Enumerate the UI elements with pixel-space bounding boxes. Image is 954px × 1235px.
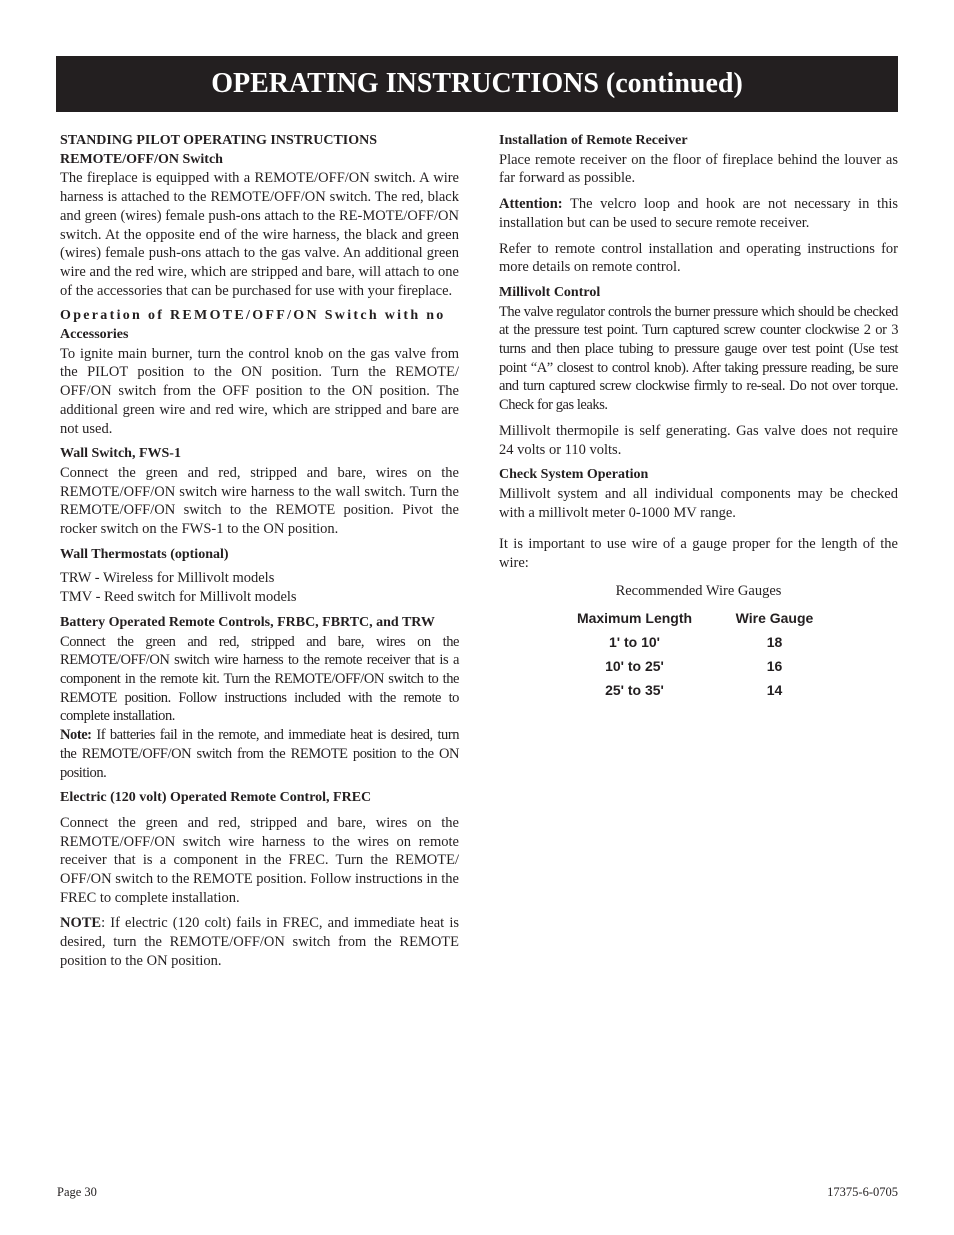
section-no-accessories [60,307,459,438]
section-body: To ignite main burner, turn the control knob on the gas valve from the PILOT position to the ON position. Turn the REMOTE/ OFF/ON switch from the OFF position to the ON position. The additional green wire and red wire, which are stripped and bare are not used. [60,345,459,437]
section-heading: Millivolt Control [499,284,601,300]
note-label: Note: [60,727,92,744]
table-cell: 25' to 35' [605,682,664,699]
table-row [557,630,837,654]
section-millivolt-control [499,284,898,459]
section-heading: Battery Operated Remote Controls, FRBC, FBRTC, and TRW [60,614,435,630]
section-check-system [499,466,898,522]
attention-text: The velcro loop and hook are not necessary in this installation but can be used to secure remote receiver. [499,196,898,231]
thermopile-text: Millivolt thermopile is self generating. Gas valve does not require 24 volts or 110 volts. [499,422,898,458]
section-remote-receiver [499,132,898,277]
attention-label: Attention: [499,196,563,213]
refer-text: Refer to remote control installation and operating instructions for more details on remote control. [499,240,898,276]
column-header: Wire Gauge [735,610,814,627]
table-cell: 18 [766,634,783,651]
section-standing-pilot [60,132,459,300]
section-note [60,914,459,970]
table-cell: 14 [766,682,783,699]
section-wire-gauge [499,535,898,702]
table-cell: 1' to 10' [608,634,660,651]
section-wall-switch [60,445,459,539]
table-row [557,678,837,702]
section-heading: Electric (120 volt) Operated Remote Control, FREC [60,790,372,806]
list-item: TRW - Wireless for Millivolt models [60,570,275,587]
title-banner [56,56,898,112]
section-body: Connect the green and red, stripped and bare, wires on the REMOTE/OFF/ON switch wire harness to the wires on remote receiver that is a component in the FREC. Turn the REMOTE/ OFF/ON switch to the REMOTE position. Follow instructions in the FREC to complete installation. [60,814,459,906]
section-body: Millivolt system and all individual components may be checked with a millivolt meter 0-1000 MV range. [499,485,898,521]
page-title: OPERATING INSTRUCTIONS (continued) [211,68,743,99]
thermostat-list [60,569,459,606]
section-heading: Check System Operation [499,467,649,483]
attention-note [499,195,898,232]
table-cell: 16 [766,658,783,675]
section-heading: Wall Thermostats (optional) [60,546,229,562]
section-body: The fireplace is equipped with a REMOTE/OFF/ON switch. A wire harness is attached to the REMOTE/OFF/ON switch. The red, black and green (wires) female push-ons attach to the RE-MOTE/OFF/ON switch. At the opposite end of the wire harness, the black and green (wires) female push-ons attach to the gas valve. An additional green wire and the red wire, which are stripped and bare, will attach to one of the accessories that can be purchased for use with your fireplace. [60,170,459,299]
left-column [60,132,459,971]
table-row [557,654,837,678]
right-column [499,132,898,702]
table-header-row [557,606,837,630]
section-body: Connect the green and red, stripped and bare, wires on the REMOTE/OFF/ON switch wire harness to the remote receiver that is a component in the remote kit. Turn the REMOTE/OFF/ON switch to the REMOTE position. Follow instructions included with the remote to complete installation. [60,633,459,725]
table-cell: 10' to 25' [605,658,664,675]
section-wall-thermostats [60,546,459,607]
section-battery-remote [60,614,459,782]
document-number: 17375-6-0705 [827,1185,898,1199]
section-subheading: REMOTE/OFF/ON Switch [60,151,223,167]
wire-gauge-table [557,606,837,702]
note-text: : If electric (120 colt) fails in FREC, and immediate heat is desired, turn the REMOTE/OFF/ON switch from the REMOTE position to the ON position. [60,915,459,969]
section-body: The valve regulator controls the burner pressure which should be checked at the pressure test point. Turn captured screw counter clockwise 2 or 3 turns and then place tubing to pressure gauge over test point (Use test point “A” closest to control knob). After taking pressure reading, be sure and turn captured screw clockwise firmly to re-seal. Do not over torque. Check for gas leaks. [499,303,898,414]
section-electric-remote [60,789,459,970]
list-item: TMV - Reed switch for Millivolt models [60,589,297,606]
section-heading: Wall Switch, FWS-1 [60,446,181,462]
column-header: Maximum Length [576,610,693,627]
wire-table-caption: Recommended Wire Gauges [615,582,782,599]
note-label: NOTE [60,915,102,932]
wire-intro: It is important to use wire of a gauge proper for the length of the wire: [499,536,898,572]
page-number: Page 30 [57,1185,97,1199]
section-body: Place remote receiver on the floor of fireplace behind the louver as far forward as possible. [499,151,898,187]
section-heading: Operation of REMOTE/OFF/ON Switch with no [60,308,446,324]
section-note [60,726,459,782]
note-text: If batteries fail in the remote, and immediate heat is desired, turn the REMOTE/OFF/ON switch from the REMOTE position to the ON position. [60,727,459,781]
section-heading: Installation of Remote Receiver [499,133,688,148]
section-body: Connect the green and red, stripped and bare, wires on the REMOTE/OFF/ON switch wire harness to the wall switch. Turn the REMOTE/OFF/ON switch to the REMOTE position. Pivot the rocker switch on the FWS-1 to the ON position. [60,464,459,538]
section-heading-cont: Accessories [60,327,129,343]
section-heading: STANDING PILOT OPERATING INSTRUCTIONS [60,133,378,148]
